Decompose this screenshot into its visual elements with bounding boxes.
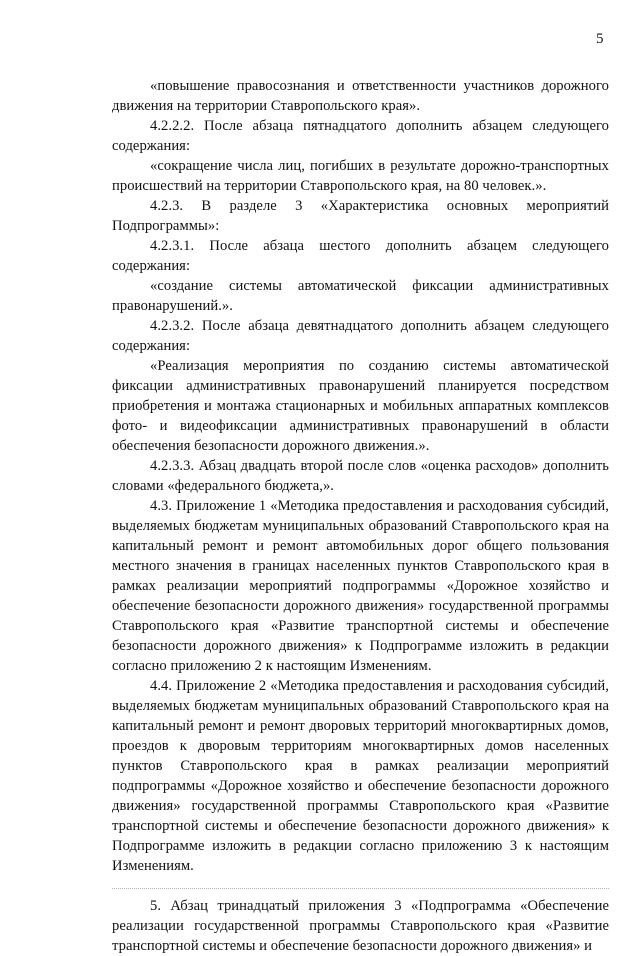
paragraph: 4.4. Приложение 2 «Методика предоставления и расходования субсидий, выделяемых бюджетам муниципальных образований Ставропольского края на капитальный ремонт и ремонт дворовых территорий многоквартирных домов, проездов к дворовым территориям многоквартирных домов населенных пунктов Ставропольского края в рамках реализации мероприятий подпрограммы «Дорожное хозяйство и обеспечение безопасности дорожного движения» государственной программы Ставропольского края «Развитие транспортной системы и обеспечение безопасности дорожного движения» к Подпрограмме изложить в редакции согласно приложению 3 к настоящим Изменениям. xyxy=(112,678,609,874)
paragraph: 4.2.3.1. После абзаца шестого дополнить абзацем следующего содержания: xyxy=(112,238,609,274)
paragraph: 4.2.2.2. После абзаца пятнадцатого дополнить абзацем следующего содержания: xyxy=(112,118,609,154)
scan-artifact-line xyxy=(112,888,609,889)
paragraph: 4.2.3.2. После абзаца девятнадцатого дополнить абзацем следующего содержания: xyxy=(112,318,609,354)
page-number: 5 xyxy=(596,31,604,47)
paragraph-gap xyxy=(112,876,609,896)
paragraph: «создание системы автоматической фиксации административных правонарушений.». xyxy=(112,278,609,314)
paragraph: 4.2.3.3. Абзац двадцать второй после слов «оценка расходов» дополнить словами «федерального бюджета,». xyxy=(112,458,609,494)
paragraph: 5. Абзац тринадцатый приложения 3 «Подпрограмма «Обеспечение реализации государственной программы Ставропольского края «Развитие транспортной системы и обеспечение безопасности дорожного движения» и xyxy=(112,898,609,954)
paragraph: «Реализация мероприятия по созданию системы автоматической фиксации административных правонарушений планируется посредством приобретения и монтажа стационарных и мобильных аппаратных комплексов фото- и видеофиксации административных правонарушений в области обеспечения безопасности дорожного движения.». xyxy=(112,358,609,454)
paragraph: «сокращение числа лиц, погибших в результате дорожно-транспортных происшествий на территории Ставропольского края, на 80 человек.». xyxy=(112,158,609,194)
paragraph: 4.2.3. В разделе 3 «Характеристика основных мероприятий Подпрограммы»: xyxy=(112,198,609,234)
paragraph: 4.3. Приложение 1 «Методика предоставления и расходования субсидий, выделяемых бюджетам муниципальных образований Ставропольского края на капитальный ремонт и ремонт автомобильных дорог общего пользования местного значения в границах населенных пунктов Ставропольского края в рамках реализации мероприятий подпрограммы «Дорожное хозяйство и обеспечение безопасности дорожного движения» государственной программы Ставропольского края «Развитие транспортной системы и обеспечение безопасности дорожного движения» к Подпрограмме изложить в редакции согласно приложению 2 к настоящим Изменениям. xyxy=(112,498,609,674)
document-body xyxy=(112,76,609,956)
paragraph: «повышение правосознания и ответственности участников дорожного движения на территории Ставропольского края». xyxy=(112,78,609,114)
